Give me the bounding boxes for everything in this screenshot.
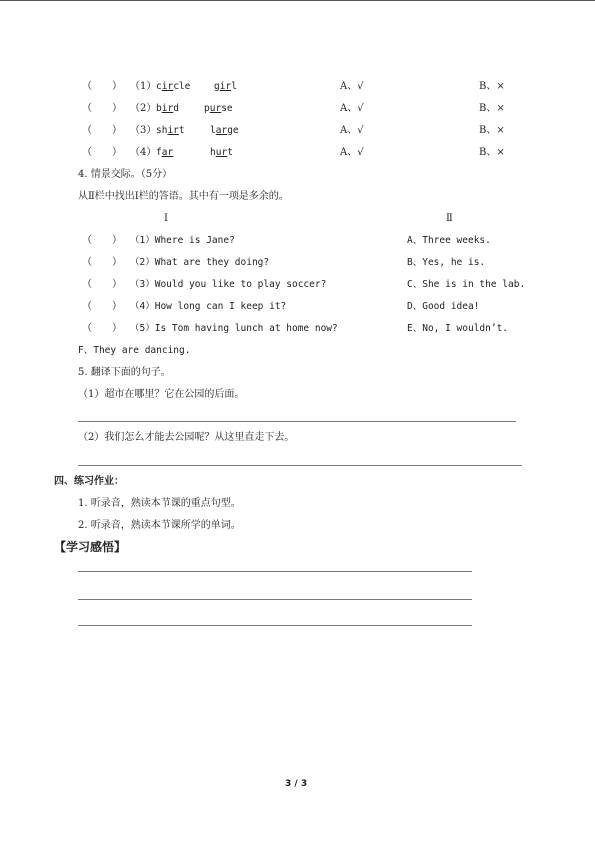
section-title-dialog: 4. 情景交际。（5分） [78,169,173,180]
item-number: （3） [130,125,157,136]
option-a[interactable]: A、√ [340,81,364,92]
translate-item-2: （2）我们怎么才能去公园呢？从这里直走下去。 [78,432,295,443]
homework-item-1: 1. 听录音，熟读本节课的重点句型。 [78,498,241,509]
page-number: 3 / 3 [285,779,308,789]
answer-option-c: C、She is in the lab. [407,279,526,290]
answer-paren[interactable]: （ ） [82,257,122,268]
answer-option-d: D、Good idea! [407,301,480,312]
item-number: （2） [130,103,157,114]
option-b[interactable]: B、× [479,103,505,114]
answer-paren[interactable]: （ ） [82,125,122,136]
word-hurt: hurt [210,147,233,158]
reflection-line[interactable] [78,625,472,626]
answer-paren[interactable]: （ ） [82,301,122,312]
question-2: （2）What are they doing? [130,257,270,268]
column-header-1: Ⅰ [164,213,168,224]
question-4: （4）How long can I keep it? [130,301,287,312]
page-top-border [0,0,595,1]
answer-paren[interactable]: （ ） [82,147,122,158]
word-bird: bird [156,103,179,114]
dialog-instruction: 从Ⅱ栏中找出Ⅰ栏的答语。其中有一项是多余的。 [78,191,289,202]
word-girl: girl [214,81,237,92]
translate-item-1: （1）超市在哪里？它在公园的后面。 [78,389,245,400]
option-a[interactable]: A、√ [340,103,364,114]
reflection-line[interactable] [78,599,472,600]
answer-option-b: B、Yes, he is. [407,257,486,268]
word-shirt: shirt [156,125,185,136]
answer-paren[interactable]: （ ） [82,235,122,246]
answer-option-f: F、They are dancing. [78,345,191,356]
option-b[interactable]: B、× [479,81,505,92]
section-title-translate: 5. 翻译下面的句子。 [78,367,171,378]
option-b[interactable]: B、× [479,125,505,136]
section-title-homework: 四、练习作业： [54,476,124,487]
word-circle: circle [156,81,191,92]
word-far: far [156,147,174,158]
option-a[interactable]: A、√ [340,147,364,158]
reflection-line[interactable] [78,571,472,572]
word-purse: purse [204,103,233,114]
section-title-reflection: 【学习感悟】 [54,540,127,554]
answer-option-a: A、Three weeks. [407,235,491,246]
answer-paren[interactable]: （ ） [82,279,122,290]
question-3: （3）Would you like to play soccer? [130,279,327,290]
option-a[interactable]: A、√ [340,125,364,136]
item-number: （1） [130,81,157,92]
column-header-2: Ⅱ [446,213,453,224]
option-b[interactable]: B、× [479,147,505,158]
answer-line[interactable] [78,421,516,422]
answer-paren[interactable]: （ ） [82,323,122,334]
homework-item-2: 2. 听录音，熟读本节课所学的单词。 [78,520,241,531]
item-number: （4） [130,147,157,158]
answer-paren[interactable]: （ ） [82,81,122,92]
answer-paren[interactable]: （ ） [82,103,122,114]
answer-option-e: E、No, I wouldn’t. [407,323,509,334]
question-1: （1）Where is Jane? [130,235,235,246]
answer-line[interactable] [78,465,522,466]
question-5: （5）Is Tom having lunch at home now? [130,323,338,334]
word-large: large [210,125,239,136]
